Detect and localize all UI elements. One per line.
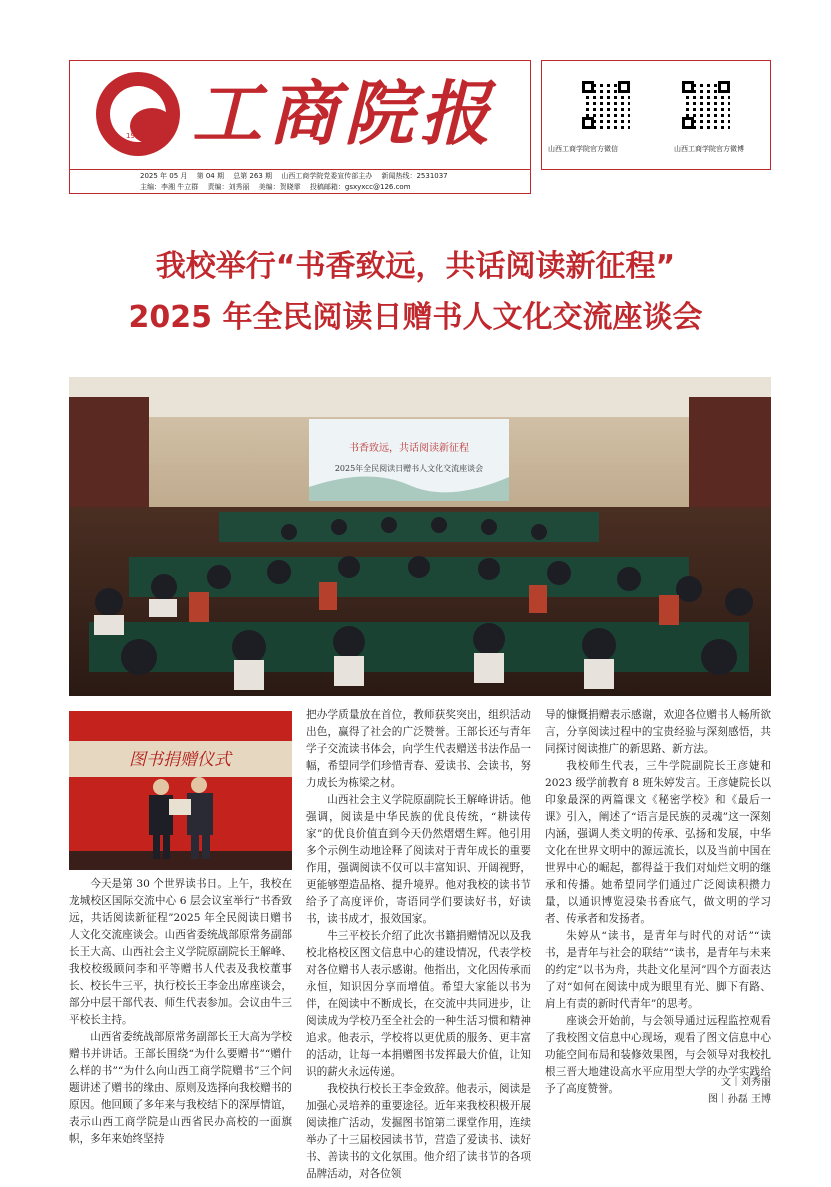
- paragraph: 我校师生代表，三牛学院副院长王彦婕和 2023 级学前教育 8 班朱婷发言。王彦婕院长以印象最深的两篇课文《秘密学校》和《最后一课》引入，阐述了“语言是民族的灵魂”这一深刻内涵，强调人类文明的传承、弘扬和发展，中华文化在世界文明中的源远流长，以及当前中国在世界中心的崛起，都得益于我们对灿烂文明的继承和传播。她希望同学们通过广泛阅读积攒力量，以通识博览浸染书香底气，做文明的学习者、传承者和发扬者。: [545, 760, 771, 925]
- paragraph: 朱婷从“读书，是青年与时代的对话”“读书，是青年与社会的联结”“读书，是青年与未来的约定”以书为舟，共赴文化星河”四个方面表达了对“如何在阅读中成为眼里有光、脚下有路、肩上有责的新时代青年”的思考。: [545, 930, 771, 1010]
- paragraph: 山西社会主义学院原副院长王解峰讲话。他强调，阅读是中华民族的优良传统，“耕读传家”的优良价值直到今天仍然熠熠生辉。他引用多个示例生动地诠释了阅读对于青年成长的重要作用，强调阅读不仅可以丰富知识、开阔视野，更能够塑造品格、提升境界。他对我校的读书节给予了高度评价，寄语同学们要读好书，好读书，读书成才，报效国家。: [306, 794, 531, 925]
- banner-line-1: 书香致远，共话阅读新征程: [349, 443, 469, 454]
- article-column-3: [545, 707, 771, 1098]
- paragraph: 山西省委统战部原常务副部长王大高为学校赠书并讲话。王部长围绕“为什么要赠书”“赠什么样的书”“为什么向山西工商学院赠书”三个问题讲述了赠书的缘由、原则及选择向我校赠书的原因。他回顾了多年来与我校结下的深厚情谊，表示山西工商学院是山西省民办高校的一面旗帜，多年来始终坚持: [69, 1031, 292, 1145]
- paragraph: 座谈会开始前，与会领导通过远程监控观看了我校图文信息中心现场，观看了图文信息中心功能空间布局和装修效果图，与会领导对我校扎根三晋大地建设高水平应用型大学的办学实践给予了高度赞誉。: [545, 1015, 771, 1095]
- article-column-2: [306, 707, 531, 1183]
- headline-line-1: 我校举行“书香致远，共话阅读新征程”: [155, 249, 676, 284]
- ceremony-banner: 图书捐赠仪式: [129, 750, 231, 770]
- paragraph: 今天是第 30 个世界读书日。上午，我校在龙城校区国际交流中心 6 层会议室举行“书香致远，共话阅读新征程”2025 年全民阅读日赠书人文化交流座谈会。山西省委统战部原常务副部长王大高、山西社会主义学院原副院长王解峰、我校校级顾问李和平等赠书人代表及我校董事长、校长牛三平，执行校长王李金出席座谈会，部分中层干部代表、师生代表参加。会议由牛三平校长主持。: [69, 878, 292, 1026]
- banner-line-2: 2025年全民阅读日赠书人文化交流座谈会: [334, 464, 484, 473]
- qr-code-box: [541, 60, 771, 170]
- paragraph: 导的慷慨捐赠表示感谢，欢迎各位赠书人畅所欲言，分享阅读过程中的宝贵经验与深刻感悟，共同探讨阅读推广的新思路、新方法。: [545, 709, 771, 755]
- paragraph: 把办学质量放在首位，教师获奖突出，组织活动出色，赢得了社会的广泛赞誉。王部长还与青年学子交流读书体会，向学生代表赠送书法作品一幅，希望同学们珍惜青春、爱读书、会读书，努力成长为栋梁之材。: [306, 709, 531, 789]
- weibo-qr-code: [682, 81, 730, 129]
- wechat-qr-code: [582, 81, 630, 129]
- editor-info: 主编：李湘 牛立群 责编：刘秀丽 美编：贺晓霏 投稿邮箱：gsxyxcc@126.com: [140, 183, 411, 191]
- masthead-title: 工商院报: [192, 72, 496, 155]
- article-column-1: [69, 876, 292, 1148]
- photo-credit: 图｜孙磊 王博: [707, 1094, 771, 1105]
- donation-photo: [69, 711, 292, 870]
- paragraph: 牛三平校长介绍了此次书籍捐赠情况以及我校北格校区图文信息中心的建设情况，代表学校对各位赠书人表示感谢。他指出，文化因传承而永恒，知识因分享而增值。希望大家能以书为伴，在阅读中不断成长，在交流中共同进步，让阅读成为学校乃至全社会的一种生活习惯和精神追求。他表示，学校将以更优质的服务、更丰富的活动，让每一本捐赠图书发挥最大价值，让知识的薪火永远传递。: [306, 930, 531, 1078]
- wechat-qr-label: 山西工商学院官方微信: [548, 145, 618, 153]
- paragraph: 我校执行校长王李金致辞。他表示，阅读是加强心灵培养的重要途径。近年来我校积极开展阅读推广活动，发掘图书馆第二课堂作用，连续举办了十三届校园读书节，营造了爱读书、读好书、善读书的文化氛围。他介绍了读书节的各项品牌活动，对各位领: [306, 1083, 531, 1180]
- headline-line-2: 2025 年全民阅读日赠书人文化交流座谈会: [128, 300, 703, 335]
- meeting-photo: [69, 377, 771, 696]
- masthead-info: [69, 170, 531, 194]
- weibo-qr-label: 山西工商学院官方微博: [674, 145, 744, 153]
- text-credit: 文｜刘秀丽: [721, 1077, 771, 1088]
- logo-year: 1985: [126, 132, 144, 140]
- school-logo: [96, 72, 180, 156]
- issue-info: 2025 年 05 月 第 04 期 总第 263 期 山西工商学院党委宣传部主办 新闻热线：2531037: [140, 172, 448, 180]
